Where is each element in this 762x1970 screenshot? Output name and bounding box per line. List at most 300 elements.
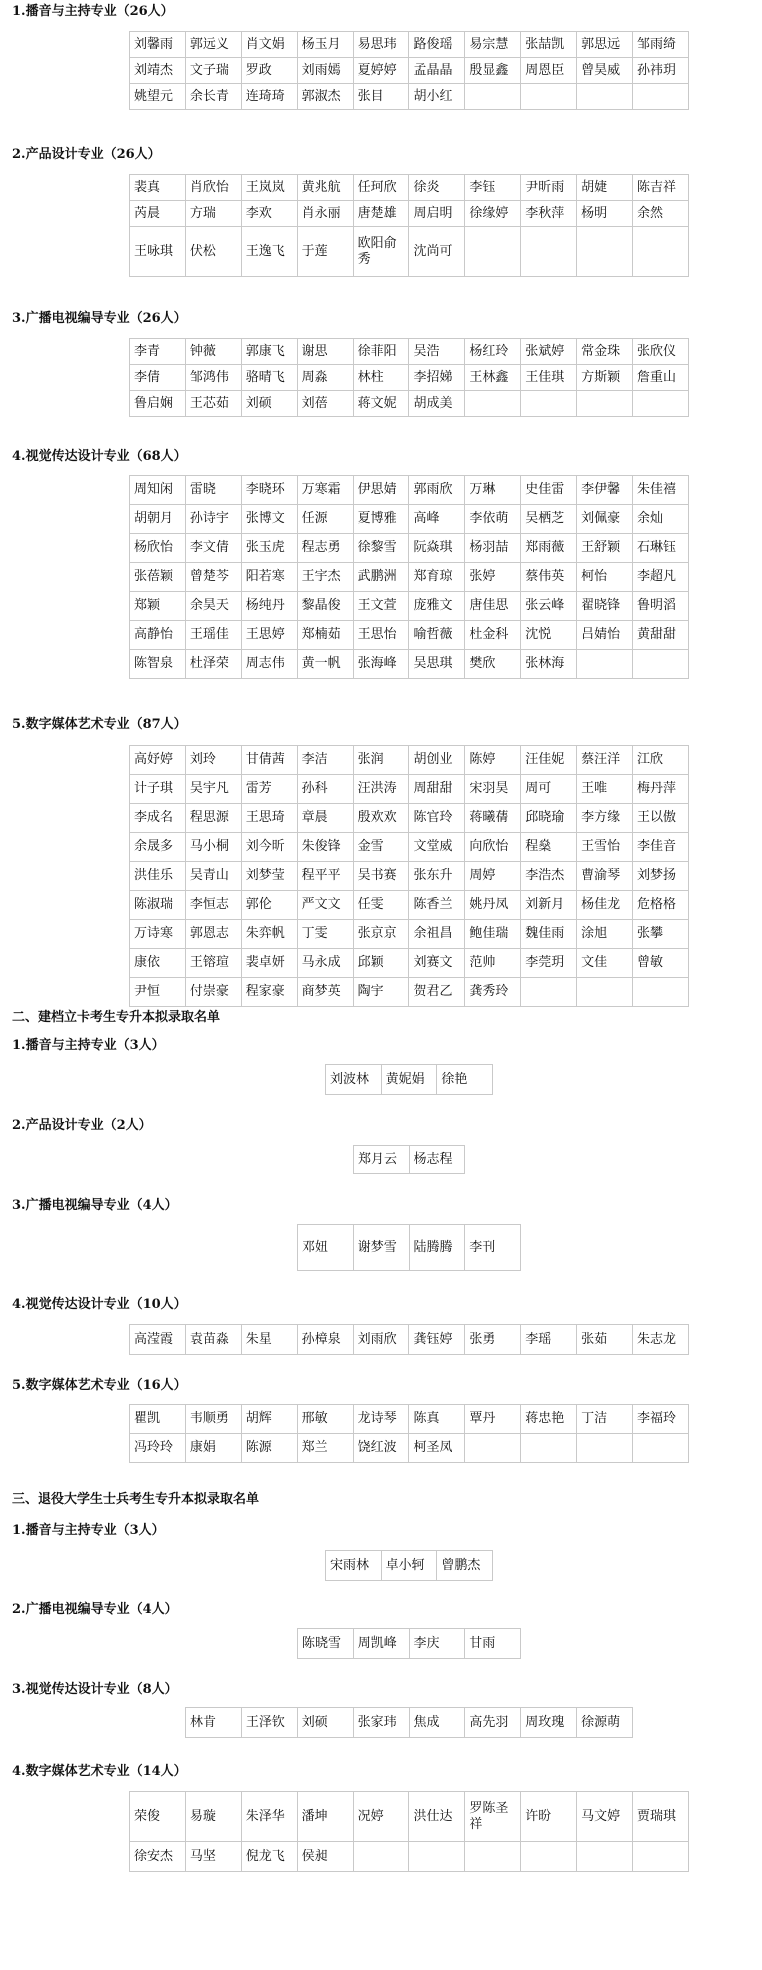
section-title: 三、退役大学生士兵考生专升本拟录取名单 (12, 1492, 260, 1507)
subsection-title: 1.播音与主持专业（3人） (12, 1523, 165, 1538)
name-cell (633, 1842, 689, 1872)
name-cell: 高峰 (409, 505, 465, 534)
name-cell: 殷显鑫 (465, 58, 521, 84)
name-cell: 周婷 (465, 862, 521, 891)
name-cell: 周恩臣 (521, 58, 577, 84)
name-cell: 周甜甜 (409, 775, 465, 804)
name-cell: 林柱 (353, 365, 409, 391)
name-cell: 徐源萌 (577, 1708, 633, 1738)
name-cell: 卓小轲 (381, 1551, 437, 1581)
name-cell: 刘玲 (185, 746, 241, 775)
name-cell: 李成名 (130, 804, 186, 833)
table-row (130, 339, 689, 365)
name-cell: 许昐 (521, 1792, 577, 1842)
name-cell: 潘坤 (297, 1792, 353, 1842)
name-cell (465, 1842, 521, 1872)
name-cell: 吕婧怡 (577, 621, 633, 650)
name-cell: 计子琪 (130, 775, 186, 804)
name-cell: 李秋萍 (521, 201, 577, 227)
name-cell: 周淼 (297, 365, 353, 391)
name-cell: 邹鸿伟 (185, 365, 241, 391)
name-cell: 常金珠 (577, 339, 633, 365)
name-cell: 刘今昕 (241, 833, 297, 862)
table-row (130, 833, 689, 862)
name-cell (521, 84, 577, 110)
name-cell (465, 84, 521, 110)
name-cell: 杨红玲 (465, 339, 521, 365)
name-cell: 胡婕 (577, 175, 633, 201)
name-cell (521, 978, 577, 1007)
name-cell: 胡小红 (409, 84, 465, 110)
name-cell: 焦成 (409, 1708, 465, 1738)
table-row (130, 746, 689, 775)
name-cell: 于莲 (297, 227, 353, 277)
table-row (130, 592, 689, 621)
name-cell: 喻哲薇 (409, 621, 465, 650)
name-cell: 王舒颖 (577, 534, 633, 563)
name-cell (577, 227, 633, 277)
name-cell: 郭思远 (577, 32, 633, 58)
name-cell: 程思源 (185, 804, 241, 833)
name-cell: 朱俊锋 (297, 833, 353, 862)
subsection-title: 4.视觉传达设计专业（68人） (12, 449, 187, 464)
table-row (130, 891, 689, 920)
name-cell: 夏婷婷 (353, 58, 409, 84)
name-cell: 杨玉月 (297, 32, 353, 58)
name-cell: 余晟多 (130, 833, 186, 862)
name-cell: 徐缘婷 (465, 201, 521, 227)
name-cell: 雷芳 (241, 775, 297, 804)
name-cell: 鲍佳瑞 (465, 920, 521, 949)
name-table (129, 745, 689, 1007)
name-cell: 王岚岚 (241, 175, 297, 201)
name-cell: 黄一帆 (297, 650, 353, 679)
name-cell: 王思怡 (353, 621, 409, 650)
name-cell: 武鹏洲 (353, 563, 409, 592)
name-cell: 张勇 (465, 1325, 521, 1355)
name-cell: 吴青山 (185, 862, 241, 891)
subsection-title: 2.产品设计专业（26人） (12, 147, 161, 162)
name-cell: 张玉虎 (241, 534, 297, 563)
name-cell: 鲁明滔 (633, 592, 689, 621)
name-cell: 阮焱琪 (409, 534, 465, 563)
table-row (130, 201, 689, 227)
name-cell: 尹昕雨 (521, 175, 577, 201)
name-cell: 王逸飞 (241, 227, 297, 277)
name-cell: 蔡汪洋 (577, 746, 633, 775)
name-cell: 沈尚可 (409, 227, 465, 277)
name-cell: 宋雨林 (326, 1551, 382, 1581)
name-cell: 唐楚雄 (353, 201, 409, 227)
name-cell (633, 391, 689, 417)
name-cell: 付崇豪 (185, 978, 241, 1007)
table-row (130, 476, 689, 505)
name-cell: 王瑶佳 (185, 621, 241, 650)
name-cell: 朱志龙 (633, 1325, 689, 1355)
name-cell (465, 391, 521, 417)
name-cell: 李刊 (465, 1225, 521, 1271)
name-cell: 刘梦莹 (241, 862, 297, 891)
table-row (354, 1146, 465, 1174)
name-cell: 谢思 (297, 339, 353, 365)
name-cell: 陈淑瑞 (130, 891, 186, 920)
name-cell: 文佳 (577, 949, 633, 978)
name-cell: 陈婷 (465, 746, 521, 775)
name-cell: 郭康飞 (241, 339, 297, 365)
name-cell: 宋羽昊 (465, 775, 521, 804)
name-cell (521, 391, 577, 417)
name-cell: 李文倩 (185, 534, 241, 563)
table-row (130, 1842, 689, 1872)
name-cell: 雷晓 (185, 476, 241, 505)
name-table (185, 1707, 633, 1738)
table-row (130, 534, 689, 563)
name-table (353, 1145, 465, 1174)
name-cell: 刘新月 (521, 891, 577, 920)
name-cell: 胡辉 (241, 1405, 297, 1434)
subsection-title: 5.数字媒体艺术专业（87人） (12, 717, 187, 732)
name-cell: 韦顺勇 (185, 1405, 241, 1434)
name-cell: 江欣 (633, 746, 689, 775)
name-cell: 石琳钰 (633, 534, 689, 563)
name-cell: 邱颖 (353, 949, 409, 978)
name-cell: 杨羽喆 (465, 534, 521, 563)
name-cell: 陈智泉 (130, 650, 186, 679)
name-cell: 柯怡 (577, 563, 633, 592)
name-cell: 夏博雅 (353, 505, 409, 534)
name-cell: 马坚 (185, 1842, 241, 1872)
table-row (130, 775, 689, 804)
table-row (130, 365, 689, 391)
name-cell: 陈晓雪 (298, 1629, 354, 1659)
name-cell: 唐佳思 (465, 592, 521, 621)
name-cell: 钟薇 (185, 339, 241, 365)
name-cell: 郑雨薇 (521, 534, 577, 563)
subsection-title: 1.播音与主持专业（26人） (12, 4, 174, 19)
name-cell: 高先羽 (465, 1708, 521, 1738)
section-title: 二、建档立卡考生专升本拟录取名单 (12, 1010, 221, 1025)
name-cell: 方斯颖 (577, 365, 633, 391)
name-cell: 蒋文妮 (353, 391, 409, 417)
subsection-title: 1.播音与主持专业（3人） (12, 1038, 165, 1053)
subsection-title: 3.广播电视编导专业（26人） (12, 311, 187, 326)
name-cell: 龙诗琴 (353, 1405, 409, 1434)
name-cell: 余祖昌 (409, 920, 465, 949)
name-cell: 张婷 (465, 563, 521, 592)
name-cell: 魏佳雨 (521, 920, 577, 949)
name-cell: 郑楠茹 (297, 621, 353, 650)
name-cell: 王雪怡 (577, 833, 633, 862)
name-cell: 刘赛文 (409, 949, 465, 978)
table-row (130, 563, 689, 592)
subsection-title: 3.视觉传达设计专业（8人） (12, 1682, 178, 1697)
name-cell: 陈香兰 (409, 891, 465, 920)
name-cell: 陈吉祥 (633, 175, 689, 201)
name-table (129, 174, 689, 277)
name-cell: 蒋曦蒨 (465, 804, 521, 833)
name-cell: 康娟 (185, 1434, 241, 1463)
name-cell: 洪仕达 (409, 1792, 465, 1842)
name-cell: 翟晓锋 (577, 592, 633, 621)
name-cell (633, 227, 689, 277)
name-cell: 高静怡 (130, 621, 186, 650)
name-cell: 李依萌 (465, 505, 521, 534)
name-cell: 孙樟泉 (297, 1325, 353, 1355)
name-cell: 杨明 (577, 201, 633, 227)
name-cell: 郭伦 (241, 891, 297, 920)
name-cell: 裴卓妍 (241, 949, 297, 978)
name-cell: 任珂欣 (353, 175, 409, 201)
name-cell: 王思琦 (241, 804, 297, 833)
name-cell: 周玫瑰 (521, 1708, 577, 1738)
table-row (326, 1065, 493, 1095)
name-cell: 朱泽华 (241, 1792, 297, 1842)
name-cell: 李倩 (130, 365, 186, 391)
name-cell (633, 84, 689, 110)
name-cell: 黄兆航 (297, 175, 353, 201)
name-cell: 黄妮娟 (381, 1065, 437, 1095)
name-table (129, 1404, 689, 1463)
name-cell: 梅丹萍 (633, 775, 689, 804)
name-cell: 覃丹 (465, 1405, 521, 1434)
name-cell: 姚丹凤 (465, 891, 521, 920)
name-table (297, 1628, 521, 1659)
name-cell: 程燊 (521, 833, 577, 862)
name-cell: 孙科 (297, 775, 353, 804)
name-cell: 肖欣怡 (185, 175, 241, 201)
name-cell: 徐艳 (437, 1065, 493, 1095)
name-cell: 胡创业 (409, 746, 465, 775)
name-cell (521, 1434, 577, 1463)
name-cell: 周可 (521, 775, 577, 804)
name-cell: 朱弈帆 (241, 920, 297, 949)
name-cell: 周知闲 (130, 476, 186, 505)
name-cell: 樊欣 (465, 650, 521, 679)
name-cell: 王林鑫 (465, 365, 521, 391)
name-cell: 曾鹏杰 (437, 1551, 493, 1581)
name-cell: 吴思琪 (409, 650, 465, 679)
name-cell: 邓妞 (298, 1225, 354, 1271)
name-cell: 肖文娟 (241, 32, 297, 58)
name-cell: 郑颖 (130, 592, 186, 621)
name-cell: 史佳雷 (521, 476, 577, 505)
name-table (325, 1550, 493, 1581)
name-cell (353, 1842, 409, 1872)
name-cell: 林肯 (186, 1708, 242, 1738)
name-cell: 金雪 (353, 833, 409, 862)
name-cell: 徐炎 (409, 175, 465, 201)
name-cell: 刘雨嫣 (297, 58, 353, 84)
table-row (130, 505, 689, 534)
name-cell: 汪佳妮 (521, 746, 577, 775)
name-cell (465, 227, 521, 277)
name-cell: 李佳音 (633, 833, 689, 862)
name-cell: 万寒霜 (297, 476, 353, 505)
name-cell (465, 1434, 521, 1463)
name-cell: 张蓓颖 (130, 563, 186, 592)
name-cell: 罗陈圣祥 (465, 1792, 521, 1842)
name-cell: 孙祎玥 (633, 58, 689, 84)
name-cell: 陈真 (409, 1405, 465, 1434)
name-cell (409, 1842, 465, 1872)
name-table (325, 1064, 493, 1095)
name-cell: 马永成 (297, 949, 353, 978)
name-cell: 谢梦雪 (353, 1225, 409, 1271)
name-cell (577, 978, 633, 1007)
name-cell: 贺君乙 (409, 978, 465, 1007)
name-cell: 康依 (130, 949, 186, 978)
name-cell: 伏松 (185, 227, 241, 277)
name-table (129, 31, 689, 110)
table-row (130, 920, 689, 949)
name-cell: 甘倩茜 (241, 746, 297, 775)
name-cell: 饶红波 (353, 1434, 409, 1463)
table-row (130, 862, 689, 891)
name-cell: 伊思婧 (353, 476, 409, 505)
name-cell: 曾敏 (633, 949, 689, 978)
name-cell: 张喆凯 (521, 32, 577, 58)
name-table (129, 475, 689, 679)
name-table (129, 1324, 689, 1355)
name-cell: 王芯茹 (185, 391, 241, 417)
name-cell: 张欣仪 (633, 339, 689, 365)
name-cell: 程志勇 (297, 534, 353, 563)
name-cell: 汪洪涛 (353, 775, 409, 804)
name-cell: 王以傲 (633, 804, 689, 833)
name-cell: 周凯峰 (353, 1629, 409, 1659)
name-cell: 张家玮 (353, 1708, 409, 1738)
name-cell: 王咏琪 (130, 227, 186, 277)
name-cell: 詹重山 (633, 365, 689, 391)
subsection-title: 2.广播电视编导专业（4人） (12, 1602, 178, 1617)
name-cell: 李莞玥 (521, 949, 577, 978)
name-cell: 欧阳俞秀 (353, 227, 409, 277)
name-cell: 甘雨 (465, 1629, 521, 1659)
table-row (130, 1792, 689, 1842)
table-row (298, 1225, 521, 1271)
name-cell: 刘靖杰 (130, 58, 186, 84)
name-cell: 裴真 (130, 175, 186, 201)
table-row (130, 1405, 689, 1434)
name-cell (577, 1842, 633, 1872)
table-row (326, 1551, 493, 1581)
name-cell: 荣俊 (130, 1792, 186, 1842)
name-cell: 陈官玲 (409, 804, 465, 833)
name-cell: 章晨 (297, 804, 353, 833)
name-cell: 周启明 (409, 201, 465, 227)
name-cell: 孟晶晶 (409, 58, 465, 84)
name-cell: 易思玮 (353, 32, 409, 58)
table-row (130, 175, 689, 201)
name-cell: 李招娣 (409, 365, 465, 391)
name-cell: 张云峰 (521, 592, 577, 621)
name-cell: 罗政 (241, 58, 297, 84)
subsection-title: 3.广播电视编导专业（4人） (12, 1198, 178, 1213)
name-cell: 文子瑞 (185, 58, 241, 84)
name-cell: 张东升 (409, 862, 465, 891)
name-cell: 李超凡 (633, 563, 689, 592)
name-cell: 胡朝月 (130, 505, 186, 534)
name-cell: 杨欣怡 (130, 534, 186, 563)
name-cell: 王镕瑄 (185, 949, 241, 978)
name-cell: 刘波林 (326, 1065, 382, 1095)
name-cell: 侯昶 (297, 1842, 353, 1872)
name-cell: 邢敏 (297, 1405, 353, 1434)
name-cell: 曾昊威 (577, 58, 633, 84)
name-cell: 郑育琼 (409, 563, 465, 592)
name-cell (577, 391, 633, 417)
name-cell: 刘佩豪 (577, 505, 633, 534)
name-cell: 吴书赛 (353, 862, 409, 891)
table-row (130, 32, 689, 58)
name-table (297, 1224, 521, 1271)
name-cell: 胡成美 (409, 391, 465, 417)
name-cell: 万琳 (465, 476, 521, 505)
name-cell: 徐菲阳 (353, 339, 409, 365)
table-row (130, 978, 689, 1007)
name-cell: 李福玲 (633, 1405, 689, 1434)
name-table (129, 1791, 689, 1872)
name-cell: 贾瑞琪 (633, 1792, 689, 1842)
name-cell: 高妤婷 (130, 746, 186, 775)
name-cell: 马文婷 (577, 1792, 633, 1842)
name-cell: 李洁 (297, 746, 353, 775)
name-cell: 郭远义 (185, 32, 241, 58)
name-cell: 杨纯丹 (241, 592, 297, 621)
name-cell: 孙诗宇 (185, 505, 241, 534)
subsection-title: 5.数字媒体艺术专业（16人） (12, 1378, 187, 1393)
name-cell: 李瑶 (521, 1325, 577, 1355)
name-cell: 龚钰婷 (409, 1325, 465, 1355)
name-cell: 张茹 (577, 1325, 633, 1355)
name-table (129, 338, 689, 417)
table-row (186, 1708, 633, 1738)
name-cell: 向欣怡 (465, 833, 521, 862)
name-cell: 杨佳龙 (577, 891, 633, 920)
name-cell: 倪龙飞 (241, 1842, 297, 1872)
name-cell: 王佳琪 (521, 365, 577, 391)
name-cell: 姚望元 (130, 84, 186, 110)
name-cell: 任源 (297, 505, 353, 534)
name-cell: 张京京 (353, 920, 409, 949)
name-cell: 范帅 (465, 949, 521, 978)
name-cell: 涂旭 (577, 920, 633, 949)
name-cell: 高滢霞 (130, 1325, 186, 1355)
name-cell: 徐黎雪 (353, 534, 409, 563)
name-cell: 王泽钦 (241, 1708, 297, 1738)
name-cell: 程家豪 (241, 978, 297, 1007)
name-cell: 王唯 (577, 775, 633, 804)
name-cell: 冯玲玲 (130, 1434, 186, 1463)
name-cell: 丁雯 (297, 920, 353, 949)
name-cell (633, 1434, 689, 1463)
name-cell: 阳若寒 (241, 563, 297, 592)
name-cell: 吴宇凡 (185, 775, 241, 804)
name-cell: 余灿 (633, 505, 689, 534)
name-cell: 邹雨绮 (633, 32, 689, 58)
subsection-title: 2.产品设计专业（2人） (12, 1118, 152, 1133)
name-cell: 邱晓瑜 (521, 804, 577, 833)
name-cell (577, 650, 633, 679)
table-row (130, 650, 689, 679)
table-row (130, 391, 689, 417)
name-cell: 曾楚芩 (185, 563, 241, 592)
name-cell: 曹渝琴 (577, 862, 633, 891)
name-cell: 刘硕 (297, 1708, 353, 1738)
name-cell: 张润 (353, 746, 409, 775)
table-row (130, 227, 689, 277)
name-cell: 徐安杰 (130, 1842, 186, 1872)
